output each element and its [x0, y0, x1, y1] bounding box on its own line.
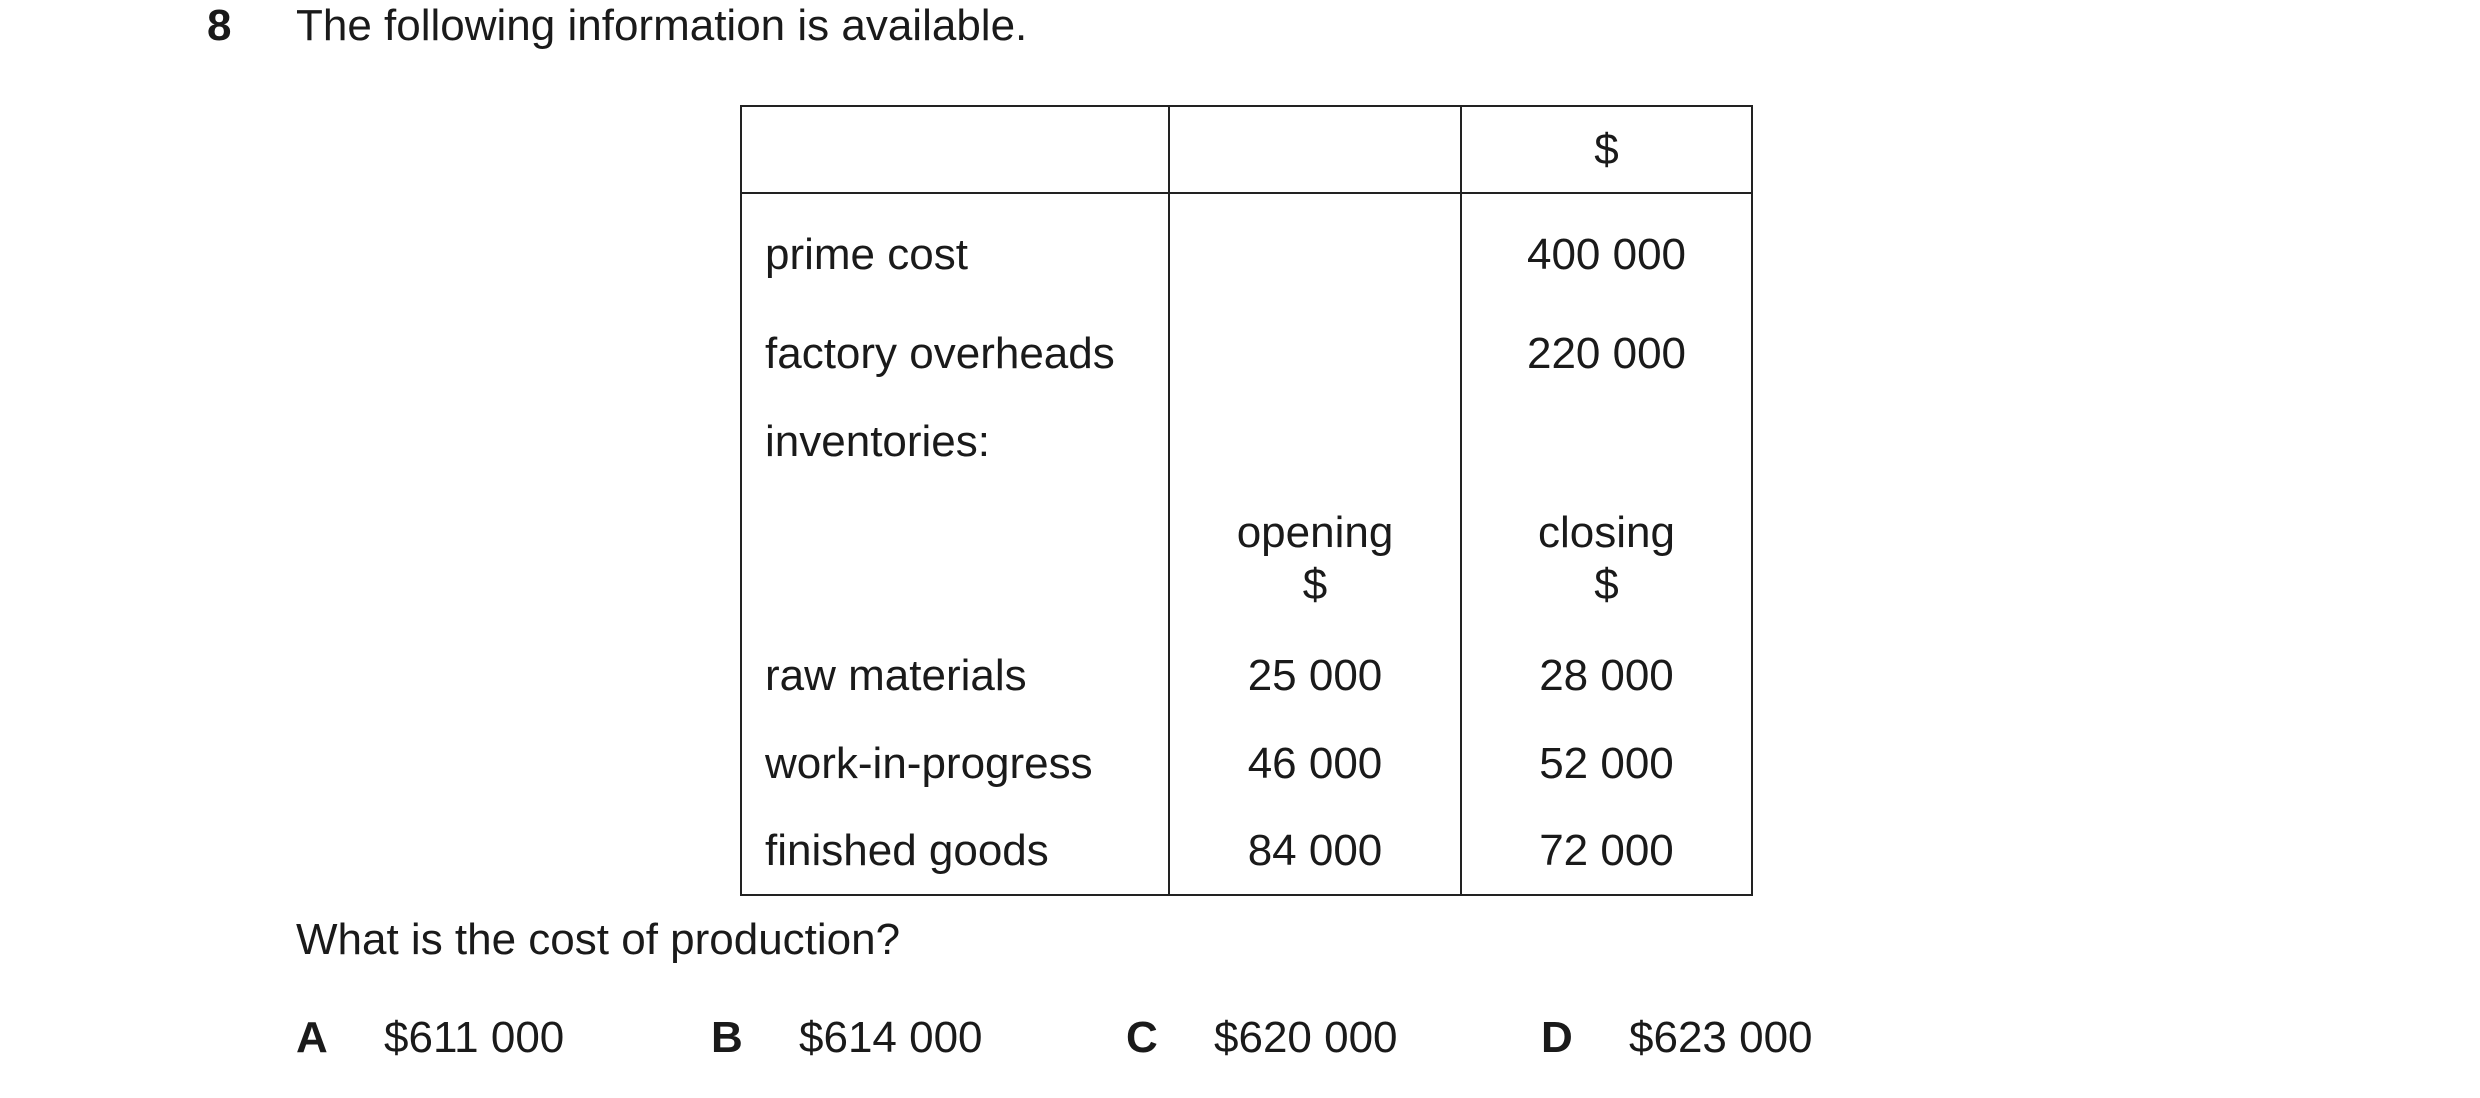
option-letter: A — [296, 1013, 328, 1062]
row-opening — [1169, 310, 1461, 398]
option-letter: B — [711, 1013, 743, 1062]
question-number: 8 — [207, 1, 232, 50]
table-row — [741, 398, 1752, 486]
row-opening: 25 000 — [1169, 632, 1461, 720]
closing-label: closing — [1538, 508, 1675, 557]
question-intro: The following information is available. — [296, 1, 1028, 50]
row-closing: 400 000 — [1461, 193, 1752, 310]
row-opening — [1169, 193, 1461, 310]
option-a[interactable] — [296, 1012, 564, 1064]
row-closing: 220 000 — [1461, 310, 1752, 398]
subheader-empty — [741, 486, 1169, 632]
row-label: inventories: — [741, 398, 1169, 486]
row-label: prime cost — [741, 193, 1169, 310]
table-row — [741, 632, 1752, 720]
option-letter: C — [1126, 1013, 1158, 1062]
row-label: work-in-progress — [741, 720, 1169, 808]
closing-unit: $ — [1594, 560, 1619, 609]
row-closing: 72 000 — [1461, 808, 1752, 895]
header-cell-currency: $ — [1461, 106, 1752, 193]
option-value: $611 000 — [384, 1013, 565, 1062]
row-label: factory overheads — [741, 310, 1169, 398]
option-b[interactable] — [711, 1012, 983, 1064]
opening-unit: $ — [1302, 560, 1328, 609]
option-value: $620 000 — [1214, 1013, 1398, 1062]
option-value: $623 000 — [1629, 1013, 1813, 1062]
option-d[interactable] — [1541, 1012, 1813, 1064]
table-row — [741, 310, 1752, 398]
option-value: $614 000 — [799, 1013, 983, 1062]
header-cell-label — [741, 106, 1169, 193]
row-closing — [1461, 398, 1752, 486]
inventory-subheader-row — [741, 486, 1752, 632]
table-row — [741, 193, 1752, 310]
header-cell-opening — [1169, 106, 1461, 193]
row-opening: 84 000 — [1169, 808, 1461, 895]
table-row — [741, 720, 1752, 808]
row-closing: 52 000 — [1461, 720, 1752, 808]
row-label: raw materials — [741, 632, 1169, 720]
subheader-closing — [1461, 486, 1752, 632]
table-header-row — [741, 106, 1752, 193]
option-letter: D — [1541, 1013, 1573, 1062]
row-opening — [1169, 398, 1461, 486]
opening-label: opening — [1236, 508, 1394, 557]
row-label: finished goods — [741, 808, 1169, 895]
subheader-opening — [1169, 486, 1461, 632]
row-closing: 28 000 — [1461, 632, 1752, 720]
row-opening: 46 000 — [1169, 720, 1461, 808]
question-prompt: What is the cost of production? — [296, 915, 901, 964]
option-c[interactable] — [1126, 1012, 1398, 1064]
table-row — [741, 808, 1752, 895]
cost-information-table — [740, 105, 1753, 896]
